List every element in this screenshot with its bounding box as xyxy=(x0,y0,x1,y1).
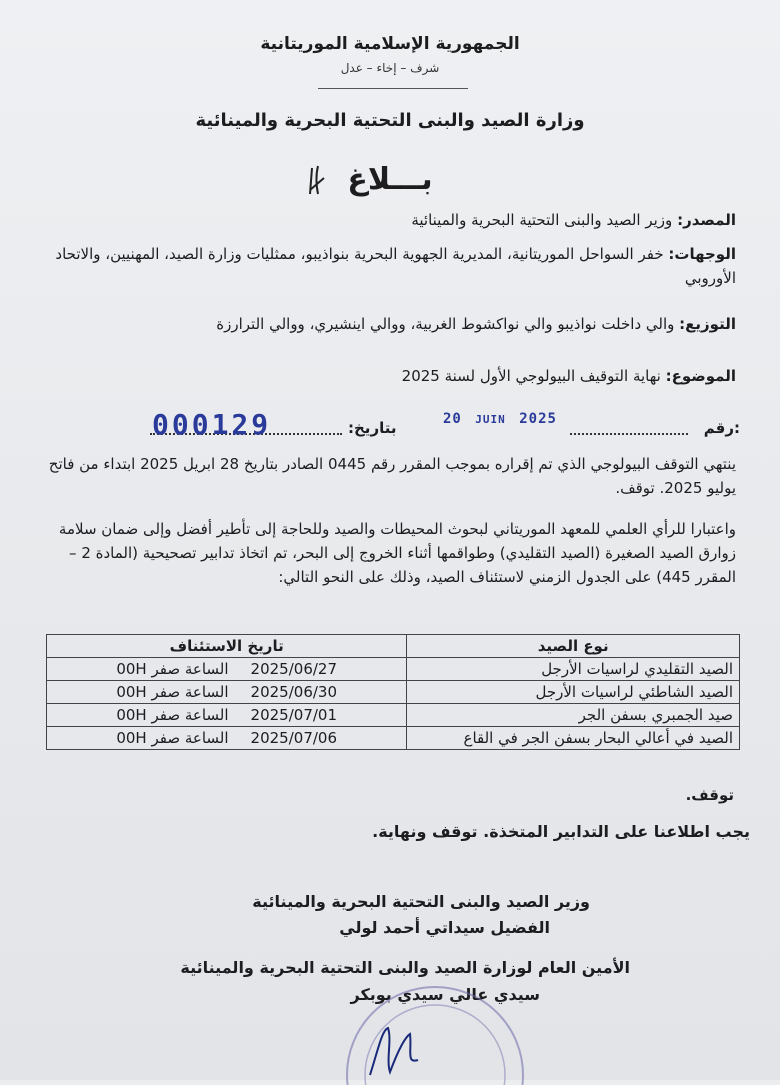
resumption-cell xyxy=(47,704,407,727)
header-resumption-date: تاريخ الاستئناف xyxy=(47,635,407,658)
resumption-schedule-table xyxy=(46,634,740,750)
republic-name: الجمهورية الإسلامية الموريتانية xyxy=(260,34,520,54)
resumption-date: 2025/07/06 xyxy=(250,729,338,747)
fishing-type-cell: صيد الجمبري بسفن الجر xyxy=(407,704,740,727)
table-row xyxy=(47,704,740,727)
date-label: بتاريخ: xyxy=(348,419,397,437)
source-label: المصدر: xyxy=(677,211,736,229)
date-day: 20 xyxy=(443,411,462,427)
secretary-general-title: الأمين العام لوزارة الصيد والبنى التحتية البحرية والمينائية xyxy=(180,958,630,977)
table-row xyxy=(47,681,740,704)
signature xyxy=(360,1020,430,1080)
distribution-value: والي داخلت نواذيبو والي نواكشوط الغربية، ووالي اينشيري، ووالي الترارزة xyxy=(216,315,675,333)
resumption-cell xyxy=(47,658,407,681)
header-divider xyxy=(318,88,468,89)
table-header-row xyxy=(47,635,740,658)
resumption-cell xyxy=(47,727,407,750)
fishing-type-cell: الصيد التقليدي لراسيات الأرجل xyxy=(407,658,740,681)
date-year: 2025 xyxy=(519,411,557,427)
header-fishing-type: نوع الصيد xyxy=(407,635,740,658)
minister-title: وزير الصيد والبنى التحتية البحرية والمينائية xyxy=(252,892,590,911)
subject-field xyxy=(36,364,736,388)
resumption-cell xyxy=(47,681,407,704)
recipients-field xyxy=(36,242,736,290)
table-row xyxy=(47,658,740,681)
resumption-time: الساعة صفر 00H xyxy=(116,660,229,678)
source-field xyxy=(36,208,736,232)
paragraph-end-of-stop: ينتهي التوقف البيولوجي الذي تم إقراره بموجب المقرر رقم 0445 الصادر بتاريخ 28 ابريل 2025 ابتداء من فاتح يوليو 2025. توقف. xyxy=(48,455,736,497)
number-label: رقم: xyxy=(703,419,740,437)
document-title: بـــلاغ xyxy=(347,162,433,197)
fishing-type-cell: الصيد الشاطئي لراسيات الأرجل xyxy=(407,681,740,704)
secretary-general-name: سيدي عالي سيدي بوبكر xyxy=(350,985,540,1004)
resumption-date: 2025/06/27 xyxy=(250,660,338,678)
reference-number: 000129 xyxy=(152,408,272,441)
minister-name: الفضيل سيداتي أحمد لولي xyxy=(339,918,550,937)
subject-label: الموضوع: xyxy=(665,367,736,385)
closing-line: يجب اطلاعنا على التدابير المتخذة. توقف ونهاية. xyxy=(372,822,750,841)
table-row xyxy=(47,727,740,750)
resumption-time: الساعة صفر 00H xyxy=(116,729,229,747)
subject-value: نهاية التوقيف البيولوجي الأول لسنة 2025 xyxy=(401,367,661,385)
resumption-time: الساعة صفر 00H xyxy=(116,706,229,724)
ministry-name: وزارة الصيد والبنى التحتية البحرية والمينائية xyxy=(195,110,585,131)
fishing-type-cell: الصيد في أعالي البحار بسفن الجر في القاع xyxy=(407,727,740,750)
distribution-field xyxy=(36,312,736,336)
paragraph-measures: واعتبارا للرأي العلمي للمعهد الموريتاني لبحوث المحيطات والصيد وللحاجة إلى تأطير أفضل وإلى ضمان سلامة زوارق الصيد الصغيرة (الصيد التقليدي) وطواقمها أثناء الخروج إلى البحر، تم اتخاذ تدابير تصحيحية (المادة 2 – المقرر 445) على الجدول الزمني لاستئناف الصيد، وذلك على النحو التالي: xyxy=(58,520,736,586)
initials-mark xyxy=(300,160,340,200)
resumption-date: 2025/07/01 xyxy=(250,706,338,724)
resumption-date: 2025/06/30 xyxy=(250,683,338,701)
date-dotted-line xyxy=(570,433,688,435)
source-value: وزير الصيد والبنى التحتية البحرية والمينائية xyxy=(411,211,673,229)
national-motto: شرف – إخاء – عدل xyxy=(340,61,440,75)
recipients-value: خفر السواحل الموريتانية، المديرية الجهوية البحرية بنواذيبو، ممثليات وزارة الصيد، المهنيين، والاتحاد الأوروبي xyxy=(55,245,736,287)
date-stamp xyxy=(443,411,557,427)
resumption-time: الساعة صفر 00H xyxy=(116,683,229,701)
stop-marker: توقف. xyxy=(685,786,734,804)
recipients-label: الوجهات: xyxy=(668,245,736,263)
date-month: JUIN xyxy=(475,413,506,426)
distribution-label: التوزيع: xyxy=(679,315,736,333)
